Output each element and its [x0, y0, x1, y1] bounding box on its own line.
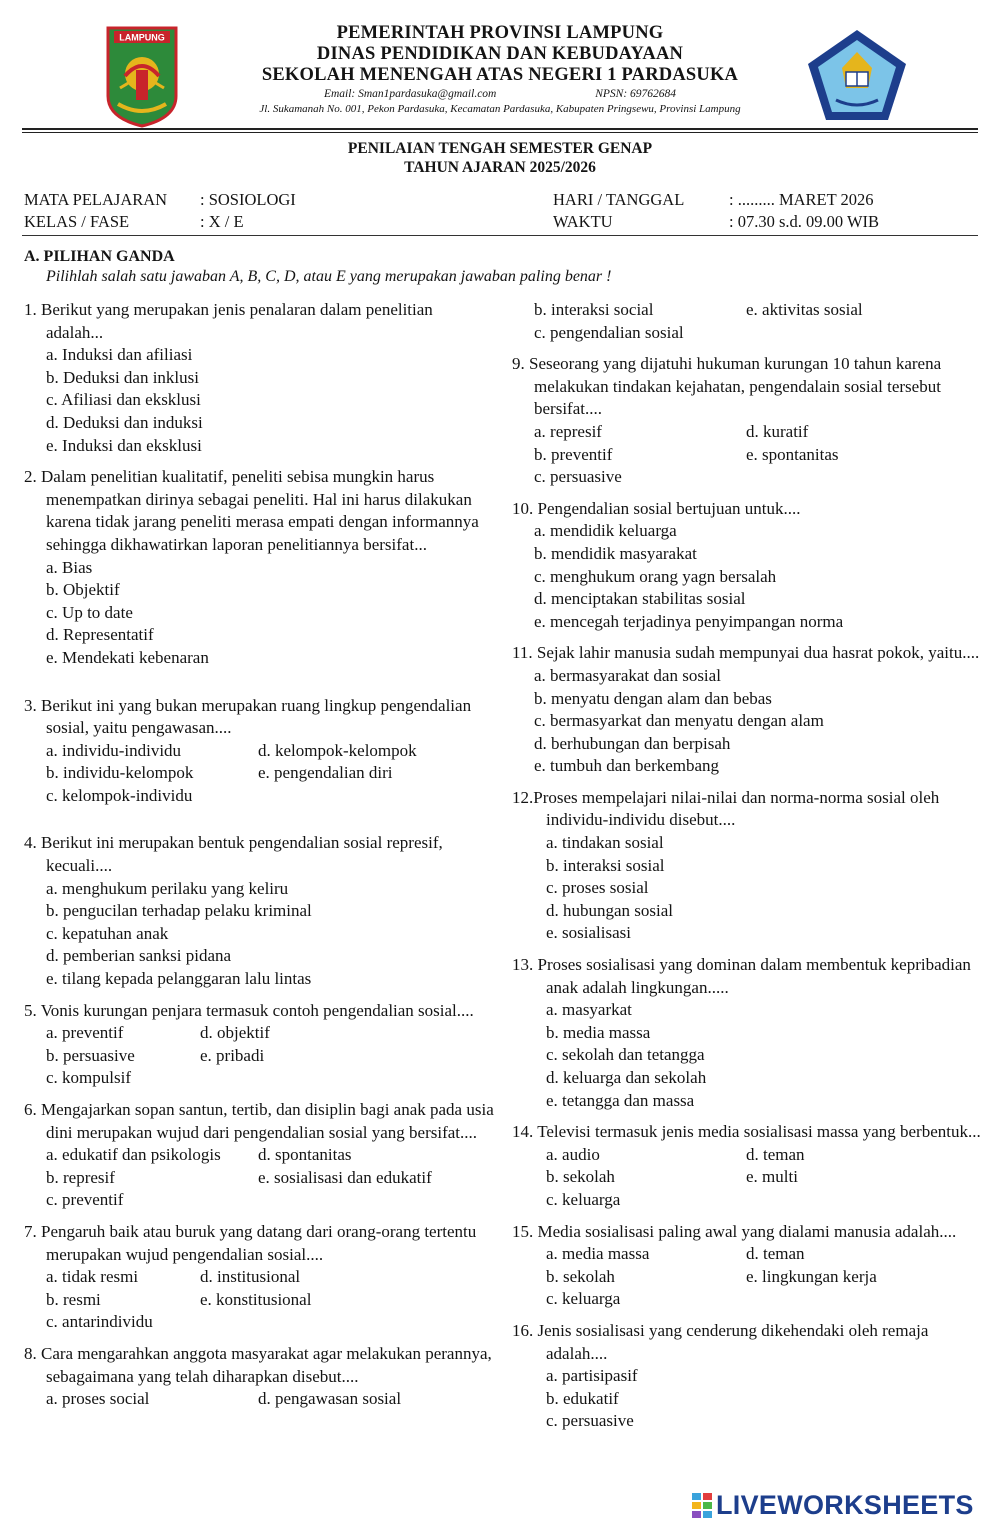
school-email: Email: Sman1pardasuka@gmail.com: [323, 88, 497, 100]
options: [512, 520, 982, 633]
option-b[interactable]: b. interaksi sosial: [546, 855, 665, 875]
options: [512, 665, 982, 778]
exam-info-right: [553, 189, 879, 233]
option-b[interactable]: b. sekolah: [546, 1266, 615, 1286]
option-c[interactable]: c. kompulsif: [46, 1068, 131, 1088]
info-row-subject: [24, 189, 296, 211]
option-c[interactable]: c. bermasyarkat dan menyatu dengan alam: [534, 711, 824, 731]
option-b[interactable]: b. Deduksi dan inklusi: [46, 367, 199, 387]
option-a[interactable]: a. individu-individu: [46, 740, 182, 760]
liveworksheets-logo-icon: [692, 1493, 712, 1519]
exam-info-left: [24, 189, 296, 233]
option-c[interactable]: c. kelompok-individu: [46, 785, 193, 805]
question-text: 5. Vonis kurungan penjara termasuk contoh pengendalian sosial....: [24, 1000, 474, 1020]
info-label: KELAS / FASE: [24, 212, 130, 231]
option-b[interactable]: b. individu-kelompok: [46, 763, 194, 783]
option-b[interactable]: b. mendidik masyarakat: [534, 543, 697, 563]
option-e[interactable]: e. tilang kepada pelanggaran lalu lintas: [46, 969, 312, 989]
emblem-label: LAMPUNG: [119, 32, 165, 43]
question-6: [24, 1099, 494, 1212]
question-5: [24, 1000, 494, 1090]
question-8-continued: [512, 299, 982, 344]
info-row-class: [24, 211, 296, 233]
government-name: PEMERINTAH PROVINSI LAMPUNG: [336, 23, 664, 43]
question-text: 1. Berikut yang merupakan jenis penalaran dalam penelitian adalah...: [24, 300, 433, 342]
question-text: 12.Proses mempelajari nilai-nilai dan norma-norma sosial oleh individu-individu disebut....: [512, 787, 940, 830]
question-text: 8. Cara mengarahkan anggota masyarakat agar melakukan perannya, sebagaimana yang telah diharapkan disebut....: [24, 1343, 492, 1386]
option-a[interactable]: a. media massa: [546, 1244, 650, 1264]
option-a[interactable]: a. bermasyarakat dan sosial: [534, 665, 721, 685]
option-d[interactable]: d. pengawasan sosial: [258, 1389, 402, 1409]
option-a[interactable]: a. partisipasif: [546, 1366, 638, 1386]
lampung-province-emblem: [106, 26, 178, 128]
option-c[interactable]: c. persuasive: [546, 1411, 634, 1431]
option-d[interactable]: d. teman: [746, 1244, 805, 1264]
option-d[interactable]: d. teman: [746, 1144, 805, 1164]
option-b[interactable]: b. represif: [46, 1167, 115, 1187]
letterhead-divider: [22, 128, 978, 133]
option-b[interactable]: b. edukatif: [546, 1388, 619, 1408]
option-b[interactable]: b. preventif: [534, 444, 613, 464]
option-c[interactable]: c. sekolah dan tetangga: [546, 1045, 705, 1065]
option-e[interactable]: e. tumbuh dan berkembang: [534, 756, 720, 776]
question-9: [512, 353, 982, 489]
options: [24, 344, 494, 457]
option-a[interactable]: a. audio: [546, 1144, 600, 1164]
option-d[interactable]: d. menciptakan stabilitas sosial: [534, 589, 746, 609]
question-3: [24, 695, 494, 808]
question-text: 15. Media sosialisasi paling awal yang dialami manusia adalah....: [512, 1221, 957, 1241]
info-value: : X / E: [200, 212, 244, 231]
option-c[interactable]: c. kepatuhan anak: [46, 923, 169, 943]
question-text: 9. Seseorang yang dijatuhi hukuman kurungan 10 tahun karena melakukan tindakan kejahatan, pengendalain sosial tersebut bersifat....: [512, 354, 942, 419]
question-2: [24, 466, 494, 669]
liveworksheets-watermark: [692, 1490, 974, 1521]
options: [512, 1243, 982, 1311]
option-a[interactable]: a. preventif: [46, 1023, 124, 1043]
info-value: : 07.30 s.d. 09.00 WIB: [729, 212, 880, 231]
option-c[interactable]: c. menghukum orang yagn bersalah: [534, 566, 777, 586]
option-b[interactable]: b. resmi: [46, 1289, 101, 1309]
question-16: [512, 1320, 982, 1433]
option-a[interactable]: a. tidak resmi: [46, 1267, 139, 1287]
options: [512, 1365, 982, 1433]
question-text: 7. Pengaruh baik atau buruk yang datang dari orang-orang tertentu merupakan wujud pengendalian sosial....: [24, 1221, 477, 1264]
liveworksheets-wordmark: LIVEWORKSHEETS: [716, 1490, 974, 1520]
section-instruction: Pilihlah salah satu jawaban A, B, C, D, atau E yang merupakan jawaban paling benar !: [46, 268, 612, 285]
exam-title-line2: TAHUN AJARAN 2025/2026: [404, 159, 596, 176]
option-b[interactable]: b. persuasive: [46, 1045, 135, 1065]
question-10: [512, 498, 982, 634]
option-c[interactable]: c. persuasive: [534, 467, 622, 487]
school-npsn: NPSN: 69762684: [595, 88, 677, 100]
option-a[interactable]: a. represif: [534, 421, 602, 441]
option-c[interactable]: c. pengendalian sosial: [534, 322, 684, 342]
letterhead-text: [190, 23, 810, 116]
option-a[interactable]: a. mendidik keluarga: [534, 521, 677, 541]
option-e[interactable]: e. sosialisasi dan edukatif: [258, 1167, 432, 1187]
question-14: [512, 1121, 982, 1211]
option-a[interactable]: a. proses social: [46, 1389, 150, 1409]
option-d[interactable]: d. keluarga dan sekolah: [546, 1068, 707, 1087]
question-7: [24, 1221, 494, 1334]
option-b[interactable]: b. pengucilan terhadap pelaku kriminal: [46, 901, 312, 921]
questions-right-column: [512, 299, 982, 1442]
contact-line: [190, 87, 810, 102]
option-c[interactable]: c. Up to date: [46, 602, 133, 622]
option-e[interactable]: e. aktivitas sosial: [746, 300, 863, 319]
info-label: HARI / TANGGAL: [553, 190, 685, 209]
option-d[interactable]: d. objektif: [200, 1023, 270, 1043]
info-label: MATA PELAJARAN: [24, 190, 168, 209]
option-d[interactable]: d. berhubungan dan berpisah: [534, 733, 731, 753]
letterhead: [0, 0, 1000, 130]
option-c[interactable]: c. keluarga: [546, 1289, 621, 1309]
option-e[interactable]: e. spontanitas: [746, 444, 839, 464]
option-d[interactable]: d. institusional: [200, 1267, 301, 1287]
option-b[interactable]: b. Objektif: [46, 580, 120, 600]
info-row-date: [553, 189, 879, 211]
option-c[interactable]: c. Afiliasi dan eksklusi: [46, 390, 201, 410]
option-e[interactable]: e. Induksi dan eksklusi: [46, 435, 202, 455]
question-text: 3. Berikut ini yang bukan merupakan ruang lingkup pengendalian sosial, yaitu pengawasan....: [24, 695, 472, 738]
question-text: 16. Jenis sosialisasi yang cenderung dikehendaki oleh remaja adalah....: [512, 1320, 929, 1363]
options: [24, 878, 494, 991]
option-a[interactable]: a. menghukum perilaku yang keliru: [46, 878, 289, 898]
option-e[interactable]: e. pengendalian diri: [258, 763, 393, 783]
option-a[interactable]: a. tindakan sosial: [546, 833, 664, 853]
options: [512, 421, 982, 489]
school-address: Jl. Sukamanah No. 001, Pekon Pardasuka, Kecamatan Pardasuka, Kabupaten Pringsewu, Provinsi Lampung: [259, 103, 741, 115]
option-b[interactable]: b. media massa: [546, 1022, 651, 1042]
question-text: 11. Sejak lahir manusia sudah mempunyai dua hasrat pokok, yaitu....: [512, 643, 980, 663]
option-a[interactable]: a. Induksi dan afiliasi: [46, 345, 193, 365]
options: [24, 1266, 494, 1334]
option-c[interactable]: c. keluarga: [546, 1189, 621, 1209]
options: [24, 1022, 494, 1090]
option-e[interactable]: e. multi: [746, 1167, 798, 1187]
info-value: : SOSIOLOGI: [200, 190, 296, 209]
option-d[interactable]: d. spontanitas: [258, 1145, 352, 1165]
option-a[interactable]: a. Bias: [46, 557, 93, 577]
options: [24, 557, 494, 670]
option-d[interactable]: d. kuratif: [746, 421, 809, 441]
options: [24, 740, 494, 808]
option-a[interactable]: a. edukatif dan psikologis: [46, 1145, 221, 1165]
info-value: : ......... MARET 2026: [729, 190, 874, 209]
question-12: [512, 787, 982, 945]
options: [512, 832, 982, 945]
info-divider: [22, 235, 978, 236]
question-text: 6. Mengajarkan sopan santun, tertib, dan disiplin bagi anak pada usia dini merupakan wujud dari pengendalian sosial yang bersifat....: [24, 1100, 494, 1142]
option-d[interactable]: d. Deduksi dan induksi: [46, 412, 203, 432]
question-text: 2. Dalam penelitian kualitatif, peneliti sebisa mungkin harus menempatkan dirinya sebagai peneliti. Hal ini harus dilakukan karena tidak jarang peneliti merasa empati dengan informannya sehingga dikhawatirkan laporan penelitiannya bersifat...: [24, 467, 479, 554]
questions-left-column: [24, 299, 494, 1420]
question-13: [512, 954, 982, 1112]
option-d[interactable]: d. pemberian sanksi pidana: [46, 946, 232, 966]
option-d[interactable]: d. hubungan sosial: [546, 900, 674, 920]
option-e[interactable]: e. tetangga dan massa: [546, 1090, 695, 1110]
question-1: [24, 299, 494, 457]
exam-title: [0, 139, 1000, 177]
option-e[interactable]: e. sosialisasi: [546, 923, 631, 943]
school-name: SEKOLAH MENENGAH ATAS NEGERI 1 PARDASUKA: [261, 65, 739, 85]
option-e[interactable]: e. lingkungan kerja: [746, 1266, 877, 1286]
option-b[interactable]: b. menyatu dengan alam dan bebas: [534, 688, 772, 708]
department-name: DINAS PENDIDIKAN DAN KEBUDAYAAN: [316, 44, 684, 64]
question-15: [512, 1221, 982, 1311]
options: [512, 1144, 982, 1212]
question-text: 14. Televisi termasuk jenis media sosialisasi massa yang berbentuk...: [512, 1122, 981, 1142]
option-c[interactable]: c. antarindividu: [46, 1312, 153, 1332]
school-emblem: [806, 28, 908, 122]
spacer: [24, 816, 494, 832]
option-e[interactable]: e. pribadi: [200, 1045, 265, 1065]
question-text: 13. Proses sosialisasi yang dominan dalam membentuk kepribadian anak adalah lingkungan.....: [512, 955, 971, 997]
options: [24, 1388, 494, 1411]
question-text: 10. Pengendalian sosial bertujuan untuk....: [512, 498, 801, 518]
option-c[interactable]: c. proses sosial: [546, 878, 649, 898]
option-c[interactable]: c. preventif: [46, 1190, 124, 1210]
option-d[interactable]: d. Representatif: [46, 625, 154, 645]
question-8: [24, 1343, 494, 1411]
info-row-time: [553, 211, 879, 233]
question-text: 4. Berikut ini merupakan bentuk pengendalian sosial represif, kecuali....: [24, 833, 443, 876]
question-11: [512, 642, 982, 778]
option-d[interactable]: d. kelompok-kelompok: [258, 740, 417, 760]
section-title: A. PILIHAN GANDA: [24, 248, 175, 265]
option-e[interactable]: e. Mendekati kebenaran: [46, 647, 209, 667]
options: [24, 1144, 494, 1212]
option-b[interactable]: b. sekolah: [546, 1167, 615, 1187]
option-b[interactable]: b. interaksi social: [534, 300, 654, 319]
info-label: WAKTU: [553, 212, 613, 231]
question-4: [24, 832, 494, 990]
spacer: [24, 679, 494, 695]
options: [512, 999, 982, 1112]
options: [512, 299, 982, 344]
exam-title-line1: PENILAIAN TENGAH SEMESTER GENAP: [347, 140, 653, 157]
section-a-header: [24, 247, 974, 287]
option-a[interactable]: a. masyarkat: [546, 1000, 632, 1020]
option-e[interactable]: e. mencegah terjadinya penyimpangan norma: [534, 611, 844, 631]
option-e[interactable]: e. konstitusional: [200, 1289, 312, 1309]
